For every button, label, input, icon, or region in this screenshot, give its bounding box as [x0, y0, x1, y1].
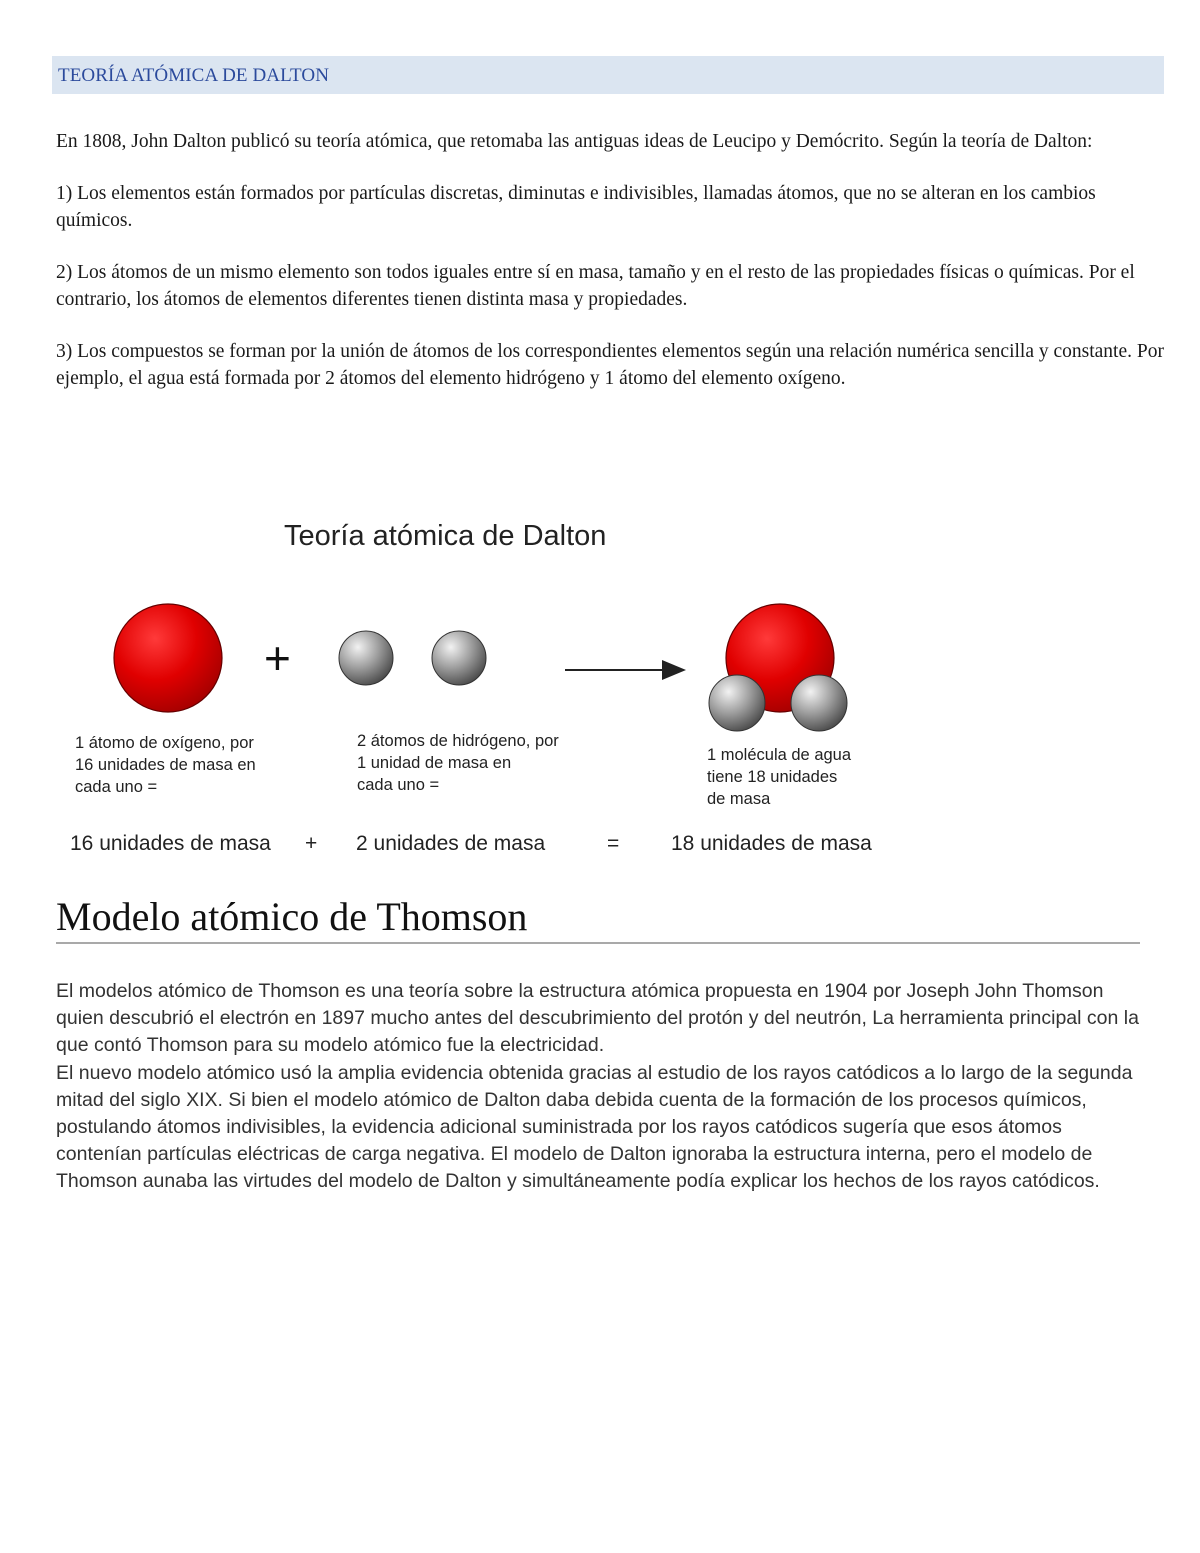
total-oxygen: 16 unidades de masa — [70, 832, 271, 855]
thomson-body — [56, 978, 1146, 1196]
total-plus: + — [305, 832, 318, 855]
total-equals: = — [607, 832, 620, 855]
hydrogen-atom-icon — [339, 631, 393, 685]
dalton-body — [56, 128, 1166, 417]
thomson-title: Modelo atómico de Thomson — [56, 894, 528, 939]
figure-title: Teoría atómica de Dalton — [284, 520, 607, 552]
dalton-point-1: 1) Los elementos están formados por partículas discretas, diminutas e indivisibles, llamadas átomos, que no se alteran en los cambios químicos. — [56, 183, 1096, 231]
thomson-paragraph-1: El modelos atómico de Thomson es una teoría sobre la estructura atómica propuesta en 1904 por Joseph John Thomson quien descubrió el electrón en 1897 mucho antes del descubrimiento del protón y del neutrón, La herramienta principal con la que contó Thomson para su modelo atómico fue la electricidad. — [56, 980, 1139, 1057]
thomson-paragraph-2: El nuevo modelo atómico usó la amplia evidencia obtenida gracias al estudio de los rayos catódicos a lo largo de la segunda mitad del siglo XIX. Si bien el modelo atómico de Dalton daba debida cuenta de la formación de los procesos químicos, postulando átomos indivisibles, la evidencia adicional suministrada por los rayos catódicos sugería que esos átomos contenían partículas eléctricas de carga negativa. El modelo de Dalton ignoraba la estructura interna, pero el modelo de Thomson aunaba las virtudes del modelo de Dalton y simultáneamente podía explicar los hechos de los rayos catódicos. — [56, 1061, 1133, 1193]
total-water: 18 unidades de masa — [671, 832, 872, 855]
water-caption: 1 molécula de agua tiene 18 unidades de masa — [707, 746, 852, 808]
water-molecule-icon — [709, 604, 847, 731]
plus-sign: + — [264, 632, 291, 684]
oxygen-atom-icon — [114, 604, 222, 712]
dalton-point-2: 2) Los átomos de un mismo elemento son todos iguales entre sí en masa, tamaño y en el resto de las propiedades físicas o químicas. Por el contrario, los átomos de elementos diferentes tienen distinta masa y propiedades. — [56, 262, 1135, 310]
dalton-point-3: 3) Los compuestos se forman por la unión de átomos de los correspondientes elementos según una relación numérica sencilla y constante. Por ejemplo, el agua está formada por 2 átomos del elemento hidrógeno y 1 átomo del elemento oxígeno. — [56, 341, 1164, 389]
dalton-figure — [0, 500, 1200, 870]
oxygen-caption: 1 átomo de oxígeno, por 16 unidades de masa en cada uno = — [75, 734, 256, 796]
section-heading-dalton: TEORÍA ATÓMICA DE DALTON — [52, 56, 1164, 94]
dalton-intro: En 1808, John Dalton publicó su teoría atómica, que retomaba las antiguas ideas de Leucipo y Demócrito. Según la teoría de Dalton: — [56, 131, 1093, 152]
hydrogen-caption: 2 átomos de hidrógeno, por 1 unidad de masa en cada uno = — [357, 732, 559, 794]
total-hydrogen: 2 unidades de masa — [356, 832, 546, 855]
hydrogen-atom-icon — [432, 631, 486, 685]
title-divider — [56, 942, 1140, 944]
